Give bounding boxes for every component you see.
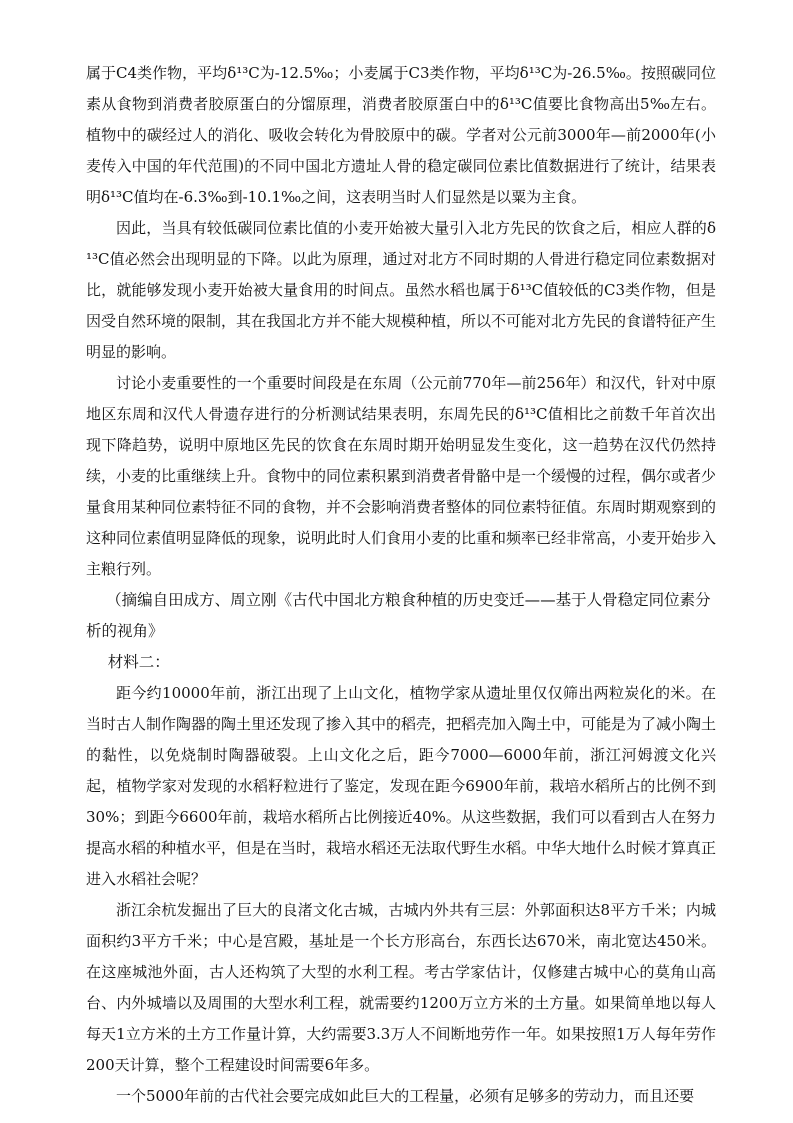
paragraph-wheat-introduction: 因此，当具有较低碳同位素比值的小麦开始被大量引入北方先民的饮食之后，相应人群的δ¹³C值必然会出现明显的下降。以此为原理，通过对北方不同时期的人骨进行稳定同位素数据对比，就能够发现小麦开始被大量食用的时间点。虽然水稻也属于δ¹³C值较低的C3类作物，但是因受自然环境的限制，其在我国北方并不能大规模种植，所以不可能对北方先民的食谱特征产生明显的影响。 — [86, 219, 717, 361]
paragraph-labor-force: 一个5000年前的古代社会要完成如此巨大的工程量，必须有足够多的劳动力，而且还要 — [116, 1087, 695, 1105]
material-2-heading: 材料二： — [107, 653, 170, 671]
paragraph-liangzhu-city: 浙江余杭发掘出了巨大的良渚文化古城，古城内外共有三层：外郭面积达8平方千米；内城面积约3平方千米；中心是宫殿，基址是一个长方形高台，东西长达670米，南北宽达450米。在这座城池外面，古人还构筑了大型的水利工程。考古学家估计，仅修建古城中心的莫角山高台、内外城墙以及周围的大型水利工程，就需要约1200万立方米的土方量。如果简单地以每人每天1立方米的土方工作量计算，大约需要3.3万人不间断地劳作一年。如果按照1万人每年劳作200天计算，整个工程建设时间需要6年多。 — [86, 901, 716, 1074]
document-page — [86, 58, 716, 1112]
paragraph-shangshan-hemudu: 距今约10000年前，浙江出现了上山文化，植物学家从遗址里仅仅筛出两粒炭化的米。在当时古人制作陶器的陶土里还发现了掺入其中的稻壳，把稻壳加入陶土中，可能是为了减小陶土的黏性，以免烧制时陶器破裂。上山文化之后，距今7000—6000年前，浙江河姆渡文化兴起，植物学家对发现的水稻籽粒进行了鉴定，发现在距今6900年前，栽培水稻所占的比例不到30%；到距今6600年前，栽培水稻所占比例接近40%。从这些数据，我们可以看到古人在努力提高水稻的种植水平，但是在当时，栽培水稻还无法取代野生水稻。中华大地什么时候才算真正进入水稻社会呢？ — [86, 684, 717, 888]
source-citation: （摘编自田成方、周立刚《古代中国北方粮食种植的历史变迁——基于人骨稳定同位素分析的视角》 — [86, 591, 711, 640]
paragraph-eastern-zhou-han: 讨论小麦重要性的一个重要时间段是在东周（公元前770年—前256年）和汉代，针对中原地区东周和汉代人骨遗存进行的分析测试结果表明，东周先民的δ¹³C值相比之前数千年首次出现下降趋势，说明中原地区先民的饮食在东周时期开始明显发生变化，这一趋势在汉代仍然持续，小麦的比重继续上升。食物中的同位素积累到消费者骨骼中是一个缓慢的过程，偶尔或者少量食用某种同位素特征不同的食物，并不会影响消费者整体的同位素特征值。东周时期观察到的这种同位素值明显降低的现象，说明此时人们食用小麦的比重和频率已经非常高，小麦开始步入主粮行列。 — [86, 374, 717, 578]
paragraph-c4-c3-isotope: 属于C4类作物，平均δ¹³C为-12.5‰；小麦属于C3类作物，平均δ¹³C为-26.5‰。按照碳同位素从食物到消费者胶原蛋白的分馏原理，消费者胶原蛋白中的δ¹³C值要比食物高出5‰左右。植物中的碳经过人的消化、吸收会转化为骨胶原中的碳。学者对公元前3000年—前2000年(小麦传入中国的年代范围)的不同中国北方遗址人骨的稳定碳同位素比值数据进行了统计，结果表明δ¹³C值均在-6.3‰到-10.1‰之间，这表明当时人们显然是以粟为主食。 — [86, 64, 716, 206]
